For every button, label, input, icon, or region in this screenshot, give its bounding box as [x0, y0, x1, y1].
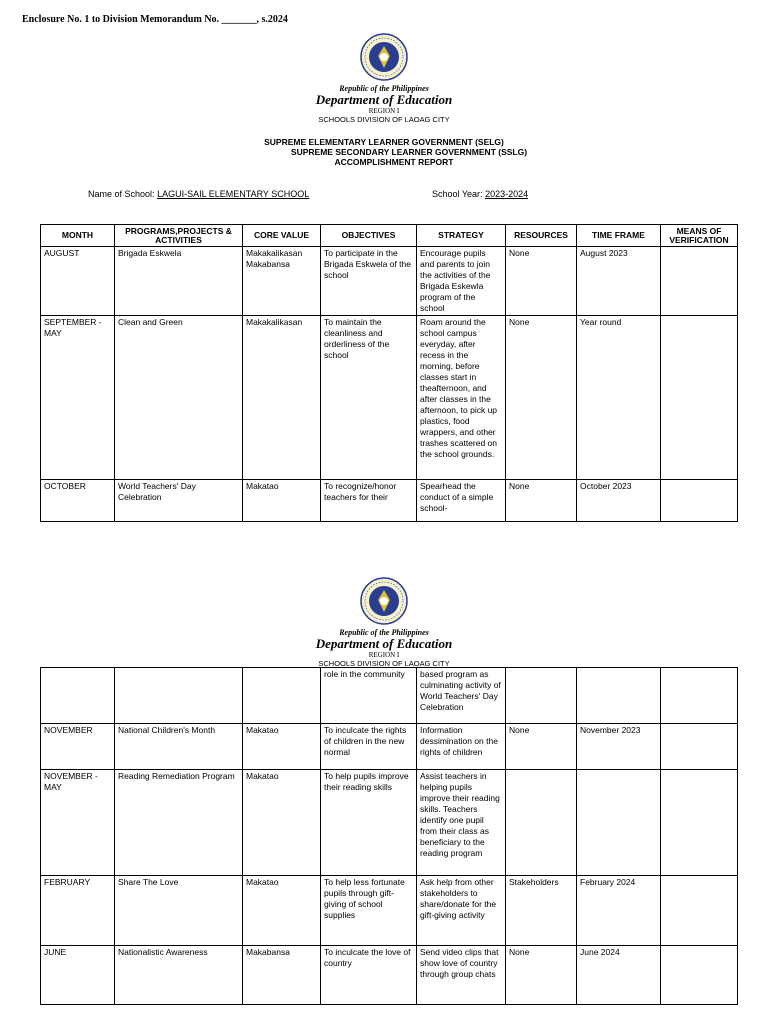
- cell-core-value: [243, 668, 321, 724]
- cell-program: National Children's Month: [115, 724, 243, 770]
- title-accomplishment: ACCOMPLISHMENT REPORT: [334, 157, 454, 167]
- cell-time-frame: Year round: [577, 316, 661, 480]
- department-name: Department of Education: [315, 92, 453, 107]
- enclosure-note: Enclosure No. 1 to Division Memorandum No. _______, s.2024: [22, 14, 288, 25]
- accomplishment-table-page1: [40, 224, 738, 522]
- cell-month: [41, 668, 115, 724]
- table-row: [41, 668, 738, 724]
- cell-verification: [661, 724, 738, 770]
- cell-time-frame: November 2023: [577, 724, 661, 770]
- cell-objectives: To recognize/honor teachers for their: [321, 480, 417, 522]
- header-core-value: CORE VALUE: [243, 225, 321, 247]
- cell-verification: [661, 480, 738, 522]
- cell-core-value: Makatao: [243, 480, 321, 522]
- letterhead: [0, 32, 768, 124]
- cell-month: JUNE: [41, 946, 115, 1005]
- cell-core-value: Makabansa: [243, 946, 321, 1005]
- cell-month: FEBRUARY: [41, 876, 115, 946]
- cell-verification: [661, 668, 738, 724]
- table-row: [41, 946, 738, 1005]
- title-selg: SUPREME ELEMENTARY LEARNER GOVERNMENT (SELG): [264, 137, 504, 147]
- cell-month: AUGUST: [41, 247, 115, 316]
- cell-resources: None: [506, 316, 577, 480]
- cell-program: World Teachers' Day Celebration: [115, 480, 243, 522]
- cell-strategy: Spearhead the conduct of a simple school-: [417, 480, 506, 522]
- cell-verification: [661, 876, 738, 946]
- cell-month: SEPTEMBER - MAY: [41, 316, 115, 480]
- letterhead-page2: [0, 576, 768, 668]
- cell-objectives: To help pupils improve their reading skills: [321, 770, 417, 876]
- table-row: [41, 480, 738, 522]
- cell-verification: [661, 770, 738, 876]
- cell-core-value: Makatao: [243, 770, 321, 876]
- cell-resources: None: [506, 946, 577, 1005]
- table-row: [41, 770, 738, 876]
- cell-objectives: role in the community: [321, 668, 417, 724]
- cell-time-frame: June 2024: [577, 946, 661, 1005]
- deped-seal-icon: [359, 576, 409, 626]
- header-means-of-verification: MEANS OF VERIFICATION: [661, 225, 738, 247]
- cell-strategy: Send video clips that show love of country through group chats: [417, 946, 506, 1005]
- cell-time-frame: [577, 668, 661, 724]
- school-year-label: School Year:: [432, 189, 483, 199]
- cell-month: NOVEMBER - MAY: [41, 770, 115, 876]
- cell-strategy: Roam around the school campus everyday, after recess in the morning, before classes start in theafternoon, and after classes in the afternoon, to pick up plastics, food wrappers, and other trashes scattered on the school grounds.: [417, 316, 506, 480]
- school-name: LAGUI-SAIL ELEMENTARY SCHOOL: [157, 189, 310, 199]
- cell-core-value: Makatao: [243, 876, 321, 946]
- report-titles: [0, 137, 768, 167]
- header-strategy: STRATEGY: [417, 225, 506, 247]
- accomplishment-table-page2: [40, 667, 738, 1005]
- cell-program: Brigada Eskwela: [115, 247, 243, 316]
- cell-strategy: Assist teachers in helping pupils improve their reading skills. Teachers identify one pupil from their class as beneficiary to the reading program: [417, 770, 506, 876]
- cell-objectives: To participate in the Brigada Eskwela of the school: [321, 247, 417, 316]
- republic-line: Republic of the Philippines: [339, 84, 429, 93]
- cell-time-frame: August 2023: [577, 247, 661, 316]
- cell-strategy: Encourage pupils and parents to join the activities of the Brigada Eskewla program of the school: [417, 247, 506, 316]
- division-line: SCHOOLS DIVISION OF LAOAG CITY: [318, 659, 450, 668]
- table-row: [41, 876, 738, 946]
- region-line: REGION I: [368, 651, 400, 659]
- division-line: SCHOOLS DIVISION OF LAOAG CITY: [318, 115, 450, 124]
- school-year-line: [432, 189, 528, 199]
- header-month: MONTH: [41, 225, 115, 247]
- cell-program: Share The Love: [115, 876, 243, 946]
- cell-core-value: Makakalikasan: [243, 316, 321, 480]
- cell-time-frame: [577, 770, 661, 876]
- cell-objectives: To help less fortunate pupils through gift-giving of school supplies: [321, 876, 417, 946]
- cell-objectives: To inculcate the rights of children in the new normal: [321, 724, 417, 770]
- cell-month: OCTOBER: [41, 480, 115, 522]
- cell-core-value: Makakalikasan Makabansa: [243, 247, 321, 316]
- cell-month: NOVEMBER: [41, 724, 115, 770]
- cell-resources: None: [506, 480, 577, 522]
- cell-verification: [661, 316, 738, 480]
- school-name-line: [88, 189, 309, 199]
- header-programs: PROGRAMS,PROJECTS & ACTIVITIES: [115, 225, 243, 247]
- table-header-row: [41, 225, 738, 247]
- cell-resources: None: [506, 247, 577, 316]
- cell-verification: [661, 946, 738, 1005]
- cell-strategy: based program as culminating activity of World Teachers' Day Celebration: [417, 668, 506, 724]
- header-objectives: OBJECTIVES: [321, 225, 417, 247]
- republic-line: Republic of the Philippines: [339, 628, 429, 637]
- cell-program: Nationalistic Awareness: [115, 946, 243, 1005]
- cell-strategy: Information dessimination on the rights of children: [417, 724, 506, 770]
- table-row: [41, 247, 738, 316]
- header-resources: RESOURCES: [506, 225, 577, 247]
- school-year-value: 2023-2024: [485, 189, 529, 199]
- cell-objectives: To inculcate the love of country: [321, 946, 417, 1005]
- cell-time-frame: October 2023: [577, 480, 661, 522]
- cell-resources: None: [506, 724, 577, 770]
- school-label: Name of School:: [88, 189, 155, 199]
- cell-strategy: Ask help from other stakeholders to share/donate for the gift-giving activity: [417, 876, 506, 946]
- cell-objectives: To maintain the cleanliness and orderliness of the school: [321, 316, 417, 480]
- cell-resources: [506, 770, 577, 876]
- cell-resources: Stakeholders: [506, 876, 577, 946]
- cell-program: [115, 668, 243, 724]
- department-name: Department of Education: [315, 636, 453, 651]
- cell-verification: [661, 247, 738, 316]
- cell-time-frame: February 2024: [577, 876, 661, 946]
- title-sslg: SUPREME SECONDARY LEARNER GOVERNMENT (SSLG): [290, 147, 528, 157]
- header-time-frame: TIME FRAME: [577, 225, 661, 247]
- deped-seal-icon: [359, 32, 409, 82]
- region-line: REGION I: [368, 107, 400, 115]
- cell-program: Clean and Green: [115, 316, 243, 480]
- table-row: [41, 316, 738, 480]
- cell-core-value: Makatao: [243, 724, 321, 770]
- cell-program: Reading Remediation Program: [115, 770, 243, 876]
- cell-resources: [506, 668, 577, 724]
- table-row: [41, 724, 738, 770]
